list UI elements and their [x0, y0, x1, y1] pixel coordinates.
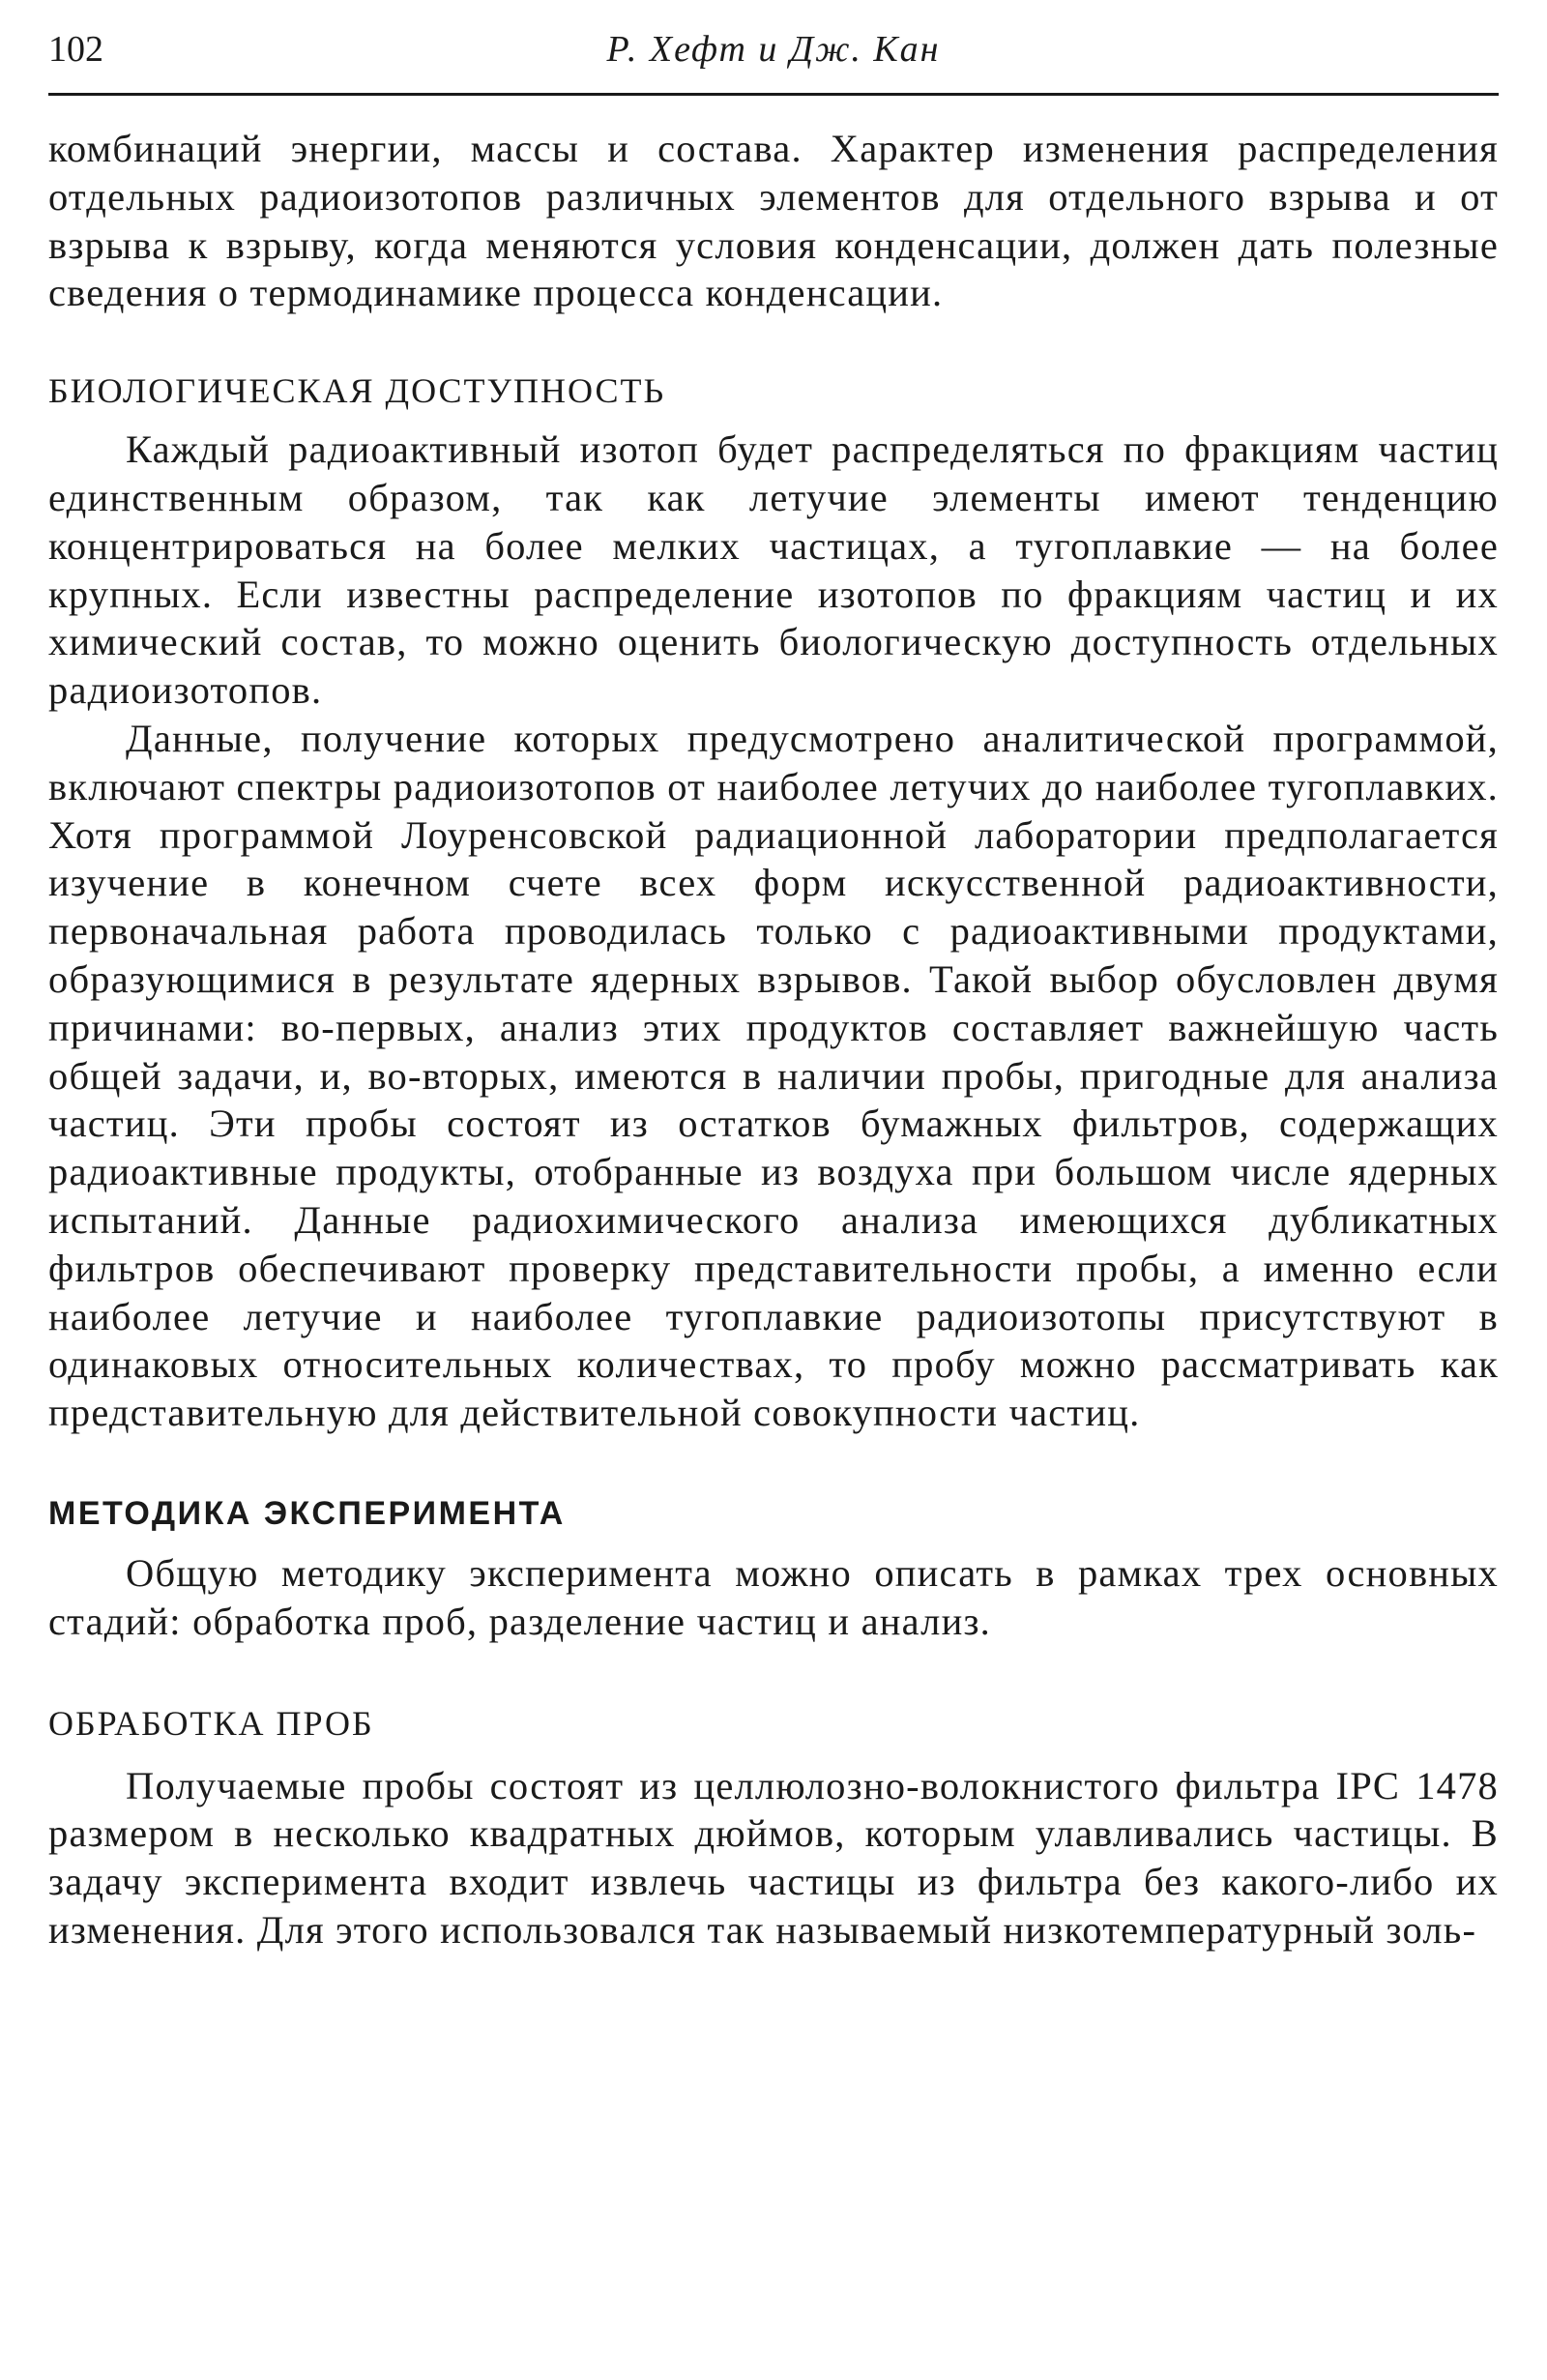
book-page — [48, 27, 1499, 1954]
heading-experiment-method: МЕТОДИКА ЭКСПЕРИМЕНТА — [48, 1494, 566, 1532]
heading-biological-availability: БИОЛОГИЧЕСКАЯ ДОСТУПНОСТЬ — [48, 371, 666, 411]
page-number: 102 — [48, 29, 103, 70]
heading-sample-processing: ОБРАБОТКА ПРОБ — [48, 1703, 374, 1743]
running-head — [48, 27, 1499, 85]
paragraph-processing-1: Получаемые пробы состоят из целлюлозно-волокнистого фильтра IPC 1478 размером в несколько квадратных дюймов, которым улавливались частицы. В задачу эксперимента входит извлечь частицы из фильтра без какого-либо их изменения. Для этого использовался так называемый низкотемпературный золь- — [48, 1763, 1499, 1952]
paragraph-intro: комбинаций энергии, массы и состава. Характер изменения распределения отдельных радиоизотопов различных элементов для отдельного взрыва и от взрыва к взрыву, когда меняются условия конденсации, должен дать полезные сведения о термодинамике процесса конденсации. — [48, 127, 1499, 315]
header-rule — [48, 93, 1499, 96]
paragraph-bio-1: Каждый радиоактивный изотоп будет распределяться по фракциям частиц единственным образом, так как летучие элементы имеют тенденцию концентрироваться на более мелких частицах, а тугоплавкие — на более крупных. Если известны распределение изотопов по фракциям частиц и их химический состав, то можно оценить биологическую доступность отдельных радиоизотопов. — [48, 427, 1499, 713]
running-title: Р. Хефт и Дж. Кан — [606, 29, 941, 70]
paragraph-bio-2: Данные, получение которых предусмотрено аналитической программой, включают спектры радиоизотопов от наиболее летучих до наиболее тугоплавких. Хотя программой Лоуренсовской радиационной лаборатории предполагается изучение в конечном счете всех форм искусственной радиоактивности, первоначальная работа проводилась только с радиоактивными продуктами, образующимися в результате ядерных взрывов. Такой выбор обусловлен двумя причинами: во-первых, анализ этих продуктов составляет важнейшую часть общей задачи, и, во-вторых, имеются в наличии пробы, пригодные для анализа частиц. Эти пробы состоят из остатков бумажных фильтров, содержащих радиоактивные продукты, отобранные из воздуха при большом числе ядерных испытаний. Данные радиохимического анализа имеющихся дубликатных фильтров обеспечивают проверку представительности пробы, а именно если наиболее летучие и наиболее тугоплавкие радиоизотопы присутствуют в одинаковых относительных количествах, то пробу можно рассматривать как представительную для действительной совокупности частиц. — [48, 716, 1499, 1435]
paragraph-method-1: Общую методику эксперимента можно описать в рамках трех основных стадий: обработка проб, разделение частиц и анализ. — [48, 1550, 1499, 1643]
